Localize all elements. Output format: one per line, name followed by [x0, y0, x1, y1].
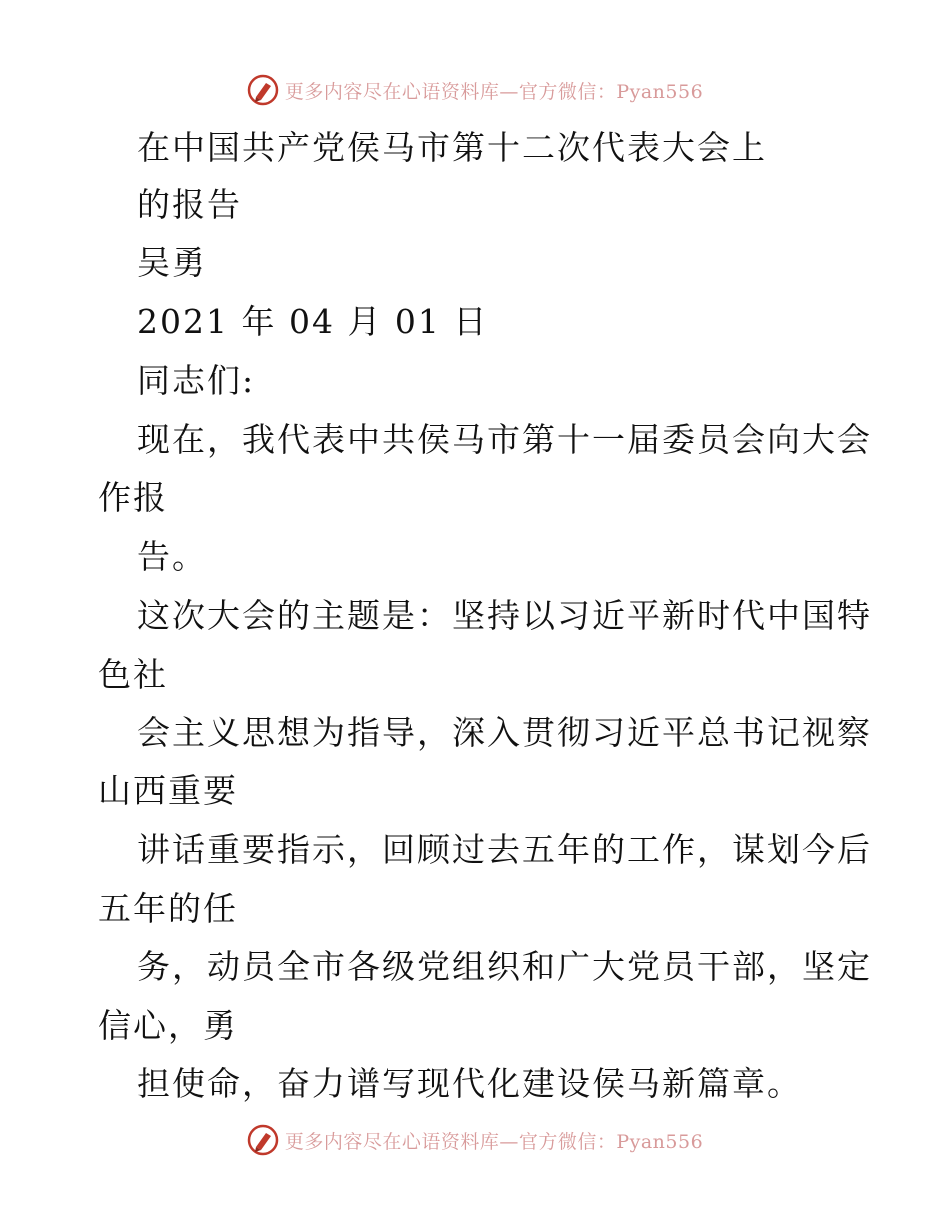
watermark-text: 更多内容尽在心语资料库—官方微信：Pyan556 — [284, 1130, 704, 1153]
paragraph-line: 山西重要 — [98, 771, 238, 810]
paragraph-line: 作报 — [98, 478, 168, 517]
pen-nib-logo-icon — [247, 74, 279, 106]
paragraph-line: 讲话重要指示，回顾过去五年的工作，谋划今后 — [137, 830, 872, 869]
author-name: 吴勇 — [137, 243, 207, 282]
paragraph-line: 五年的任 — [98, 889, 238, 928]
paragraph-line: 这次大会的主题是：坚持以习近平新时代中国特 — [137, 596, 872, 635]
salutation: 同志们: — [137, 361, 256, 400]
title-line-1: 在中国共产党侯马市第十二次代表大会上 — [137, 128, 767, 167]
paragraph-line: 务，动员全市各级党组织和广大党员干部，坚定 — [137, 947, 872, 986]
paragraph-line: 担使命，奋力谱写现代化建设侯马新篇章。 — [137, 1064, 802, 1103]
pen-nib-logo-icon — [247, 1124, 279, 1156]
paragraph-line: 告。 — [137, 537, 207, 576]
watermark-text: 更多内容尽在心语资料库—官方微信：Pyan556 — [284, 80, 704, 103]
title-line-2: 的报告 — [137, 185, 242, 224]
report-date: 2021 年 04 月 01 日 — [137, 302, 489, 341]
header-watermark — [0, 70, 950, 110]
paragraph-line: 会主义思想为指导，深入贯彻习近平总书记视察 — [137, 713, 872, 752]
paragraph-line: 色社 — [98, 655, 168, 694]
paragraph-line: 现在，我代表中共侯马市第十一届委员会向大会 — [137, 420, 872, 459]
footer-watermark — [0, 1120, 950, 1160]
paragraph-line: 信心，勇 — [98, 1006, 238, 1045]
